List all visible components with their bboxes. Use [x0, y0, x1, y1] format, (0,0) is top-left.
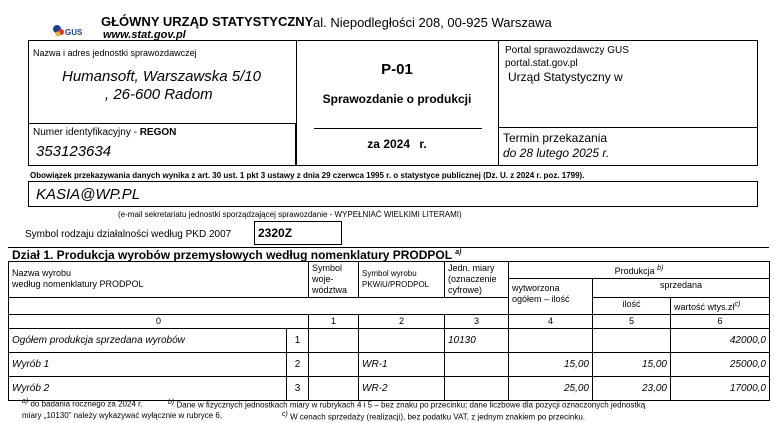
- portal-label: Portal sprawozdawczy GUS: [505, 45, 629, 56]
- section-title: Dział 1. Produkcja wyrobów przemysłowych według nomenklatury PRODPOL $^{a)}$: [12, 248, 462, 262]
- form-title: Sprawozdanie o produkcji: [322, 92, 472, 106]
- pkd-value[interactable]: 2320Z: [258, 226, 293, 240]
- institution-name: GŁÓWNY URZĄD STATYSTYCZNY: [101, 14, 314, 29]
- portal-url[interactable]: portal.stat.gov.pl: [505, 58, 578, 69]
- column-numbers-row: 0 1 2 3 4 5 6: [9, 315, 770, 329]
- header-sold-quantity: ilość: [593, 298, 671, 315]
- gus-logo: [52, 21, 82, 41]
- header-voivodeship: Symbol woje- wództwa: [309, 262, 359, 298]
- footnote-a: $^{a)}$ do badania rocznego za 2024 r.: [22, 398, 143, 409]
- obligation-note: Obowiązek przekazywania danych wynika z art. 30 ust. 1 pkt 3 ustawy z dnia 29 czerwca 1995 r. o statystyce publicznej (Dz. U. z 2024 r. poz. 1799).: [30, 171, 585, 180]
- gus-logo-icon: [52, 21, 82, 41]
- reporting-unit-address: , 26-600 Radom: [105, 86, 213, 103]
- table-row: Wyrób 2 3 WR-2 25,00 23,00 17000,0: [9, 377, 770, 401]
- production-table: [8, 261, 770, 401]
- header-sold-value: wartość $wtys.zł^{c)}$: [671, 298, 770, 315]
- header-unit: Jedn. miary (oznaczenie cyfrowe): [445, 262, 509, 298]
- footnote-c: $^{c)}$ W cenach sprzedaży (realizacji), bez podatku VAT, z jednym znakiem po przecinku.: [282, 411, 586, 422]
- reporting-unit-name: Humansoft, Warszawska 5/10: [62, 68, 261, 85]
- footnote-b: $^{b)}$ Dane w fizycznych jednostkach miary w rubrykach 4 i 5 – bez znaku po przecinku; dane liczbowe dla pozycji oznaczonych jednostką: [168, 399, 646, 410]
- pkd-label: Symbol rodzaju działalności według PKD 2007: [25, 229, 232, 240]
- reporting-unit-label: Nazwa i adres jednostki sprawozdawczej: [33, 48, 197, 58]
- deadline-value: do 28 lutego 2025 r.: [503, 146, 610, 160]
- header-product-name: Nazwa wyrobu według nomenklatury PRODPOL: [9, 262, 309, 298]
- email-value[interactable]: KASIA@WP.PL: [36, 186, 141, 203]
- table-row: Wyrób 1 2 WR-1 15,00 15,00 25000,0: [9, 353, 770, 377]
- recipient-office: Urząd Statystyczny w: [508, 70, 623, 84]
- table-row: Ogółem produkcja sprzedana wyrobów 1 10130 42000,0: [9, 329, 770, 353]
- regon-label: Numer identyfikacyjny - REGON: [33, 127, 177, 138]
- institution-website[interactable]: www.stat.gov.pl: [103, 29, 186, 41]
- footnote-b-continued: miary „10130” należy wykazywać wyłącznie w rubryce 6,: [22, 411, 223, 420]
- form-code: P-01: [381, 61, 413, 78]
- regon-value: 353123634: [36, 143, 112, 160]
- header-produced: wytworzona ogółem – ilość: [509, 279, 593, 315]
- gus-logo-text: GUS: [65, 28, 82, 37]
- header-sold: sprzedana: [593, 279, 770, 298]
- form-period: za 2024 r.: [367, 137, 427, 151]
- institution-address: al. Niepodległości 208, 00-925 Warszawa: [313, 15, 552, 30]
- deadline-label: Termin przekazania: [503, 131, 608, 145]
- header-production: Produkcja $^{b)}$: [509, 262, 770, 279]
- header-pkwiu: Symbol wyrobu PKWiU/PRODPOL: [359, 262, 445, 298]
- email-caption: (e-mail sekretariatu jednostki sporządzającej sprawozdanie - WYPEŁNIAĆ WIELKIMI LITERAMI): [118, 210, 462, 219]
